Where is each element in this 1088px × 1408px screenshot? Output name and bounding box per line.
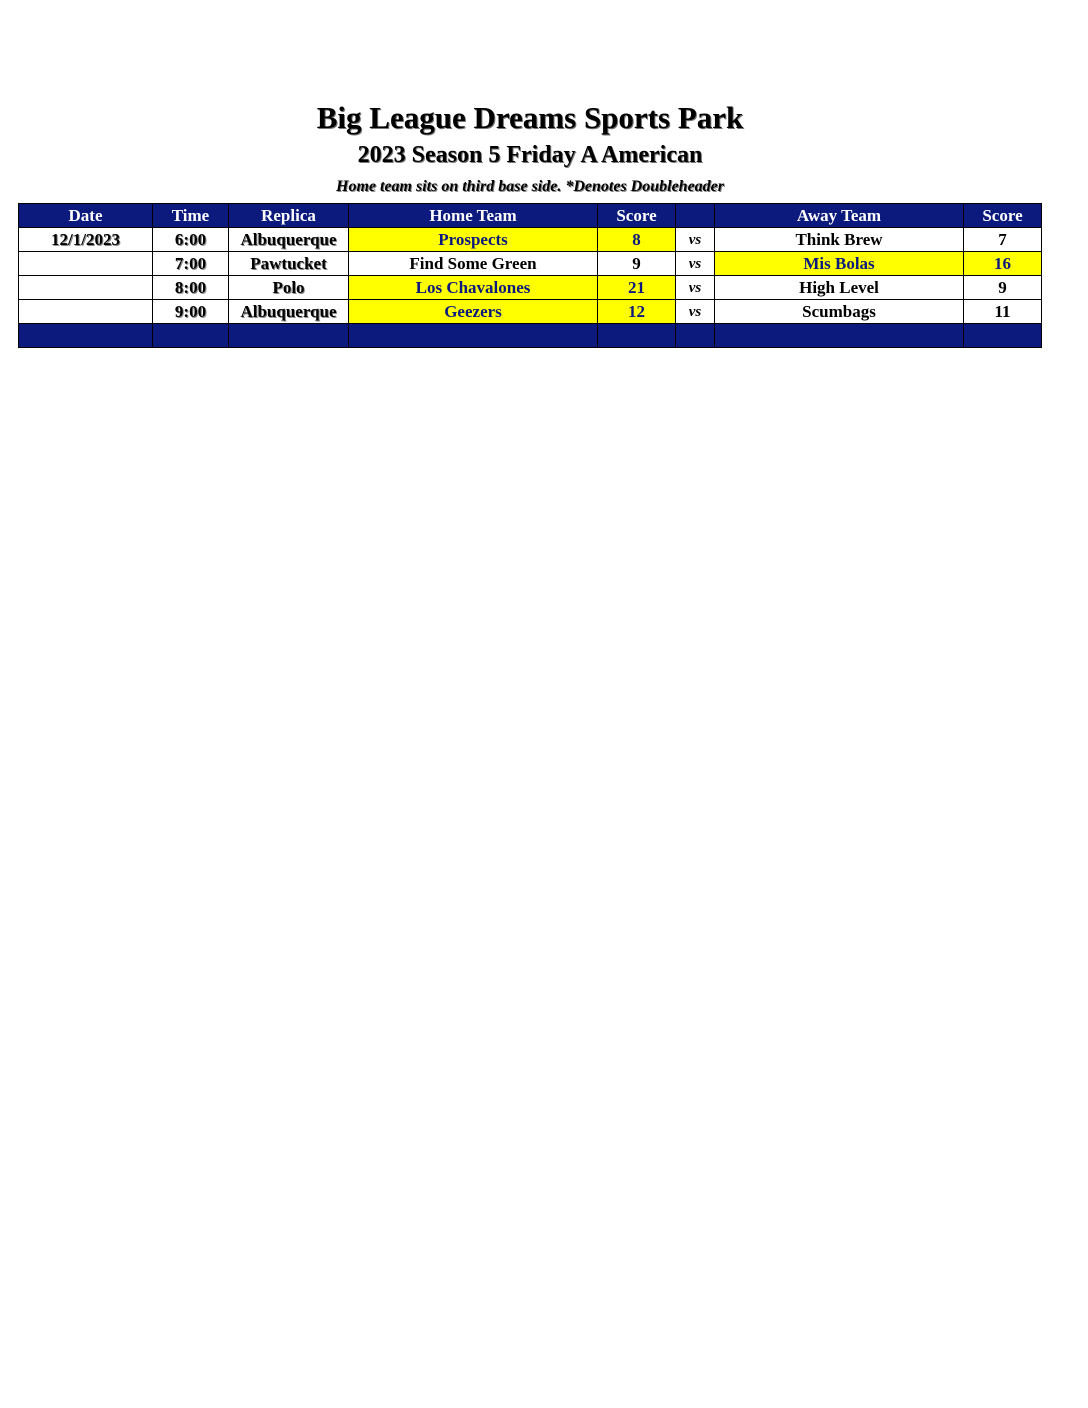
season-subtitle: 2023 Season 5 Friday A American bbox=[357, 142, 703, 168]
table-row bbox=[19, 300, 1042, 324]
game-time: 8:00 bbox=[153, 276, 229, 300]
home-team: Prospects bbox=[349, 228, 598, 252]
vs-label: vs bbox=[676, 300, 715, 324]
vs-label: vs bbox=[676, 276, 715, 300]
footer-cell bbox=[598, 324, 676, 348]
game-replica: Albuquerque bbox=[229, 300, 349, 324]
table-row bbox=[19, 252, 1042, 276]
game-date bbox=[19, 276, 153, 300]
page-title: Big League Dreams Sports Park bbox=[316, 100, 744, 135]
home-team: Geezers bbox=[349, 300, 598, 324]
game-date bbox=[19, 300, 153, 324]
game-date: 12/1/2023 bbox=[19, 228, 153, 252]
table-row bbox=[19, 228, 1042, 252]
schedule-table bbox=[18, 203, 1042, 348]
away-score: 11 bbox=[964, 300, 1042, 324]
home-score: 8 bbox=[598, 228, 676, 252]
vs-label: vs bbox=[676, 228, 715, 252]
col-header-away-score: Score bbox=[964, 204, 1042, 228]
away-score: 16 bbox=[964, 252, 1042, 276]
table-row bbox=[19, 276, 1042, 300]
game-replica: Pawtucket bbox=[229, 252, 349, 276]
col-header-home-team: Home Team bbox=[349, 204, 598, 228]
home-score: 9 bbox=[598, 252, 676, 276]
table-header-row bbox=[19, 204, 1042, 228]
game-date bbox=[19, 252, 153, 276]
away-team: Scumbags bbox=[715, 300, 964, 324]
footer-cell bbox=[19, 324, 153, 348]
footer-cell bbox=[715, 324, 964, 348]
col-header-home-score: Score bbox=[598, 204, 676, 228]
doubleheader-note: Home team sits on third base side. *Denotes Doubleheader bbox=[336, 178, 724, 195]
home-score: 21 bbox=[598, 276, 676, 300]
footer-cell bbox=[153, 324, 229, 348]
game-time: 7:00 bbox=[153, 252, 229, 276]
col-header-vs bbox=[676, 204, 715, 228]
table-footer-row bbox=[19, 324, 1042, 348]
game-replica: Albuquerque bbox=[229, 228, 349, 252]
footer-cell bbox=[229, 324, 349, 348]
col-header-replica: Replica bbox=[229, 204, 349, 228]
away-score: 9 bbox=[964, 276, 1042, 300]
col-header-date: Date bbox=[19, 204, 153, 228]
col-header-time: Time bbox=[153, 204, 229, 228]
game-time: 6:00 bbox=[153, 228, 229, 252]
away-team: High Level bbox=[715, 276, 964, 300]
away-team: Mis Bolas bbox=[715, 252, 964, 276]
home-score: 12 bbox=[598, 300, 676, 324]
footer-cell bbox=[964, 324, 1042, 348]
game-replica: Polo bbox=[229, 276, 349, 300]
vs-label: vs bbox=[676, 252, 715, 276]
away-team: Think Brew bbox=[715, 228, 964, 252]
game-time: 9:00 bbox=[153, 300, 229, 324]
footer-cell bbox=[349, 324, 598, 348]
col-header-away-team: Away Team bbox=[715, 204, 964, 228]
away-score: 7 bbox=[964, 228, 1042, 252]
footer-cell bbox=[676, 324, 715, 348]
home-team: Find Some Green bbox=[349, 252, 598, 276]
home-team: Los Chavalones bbox=[349, 276, 598, 300]
